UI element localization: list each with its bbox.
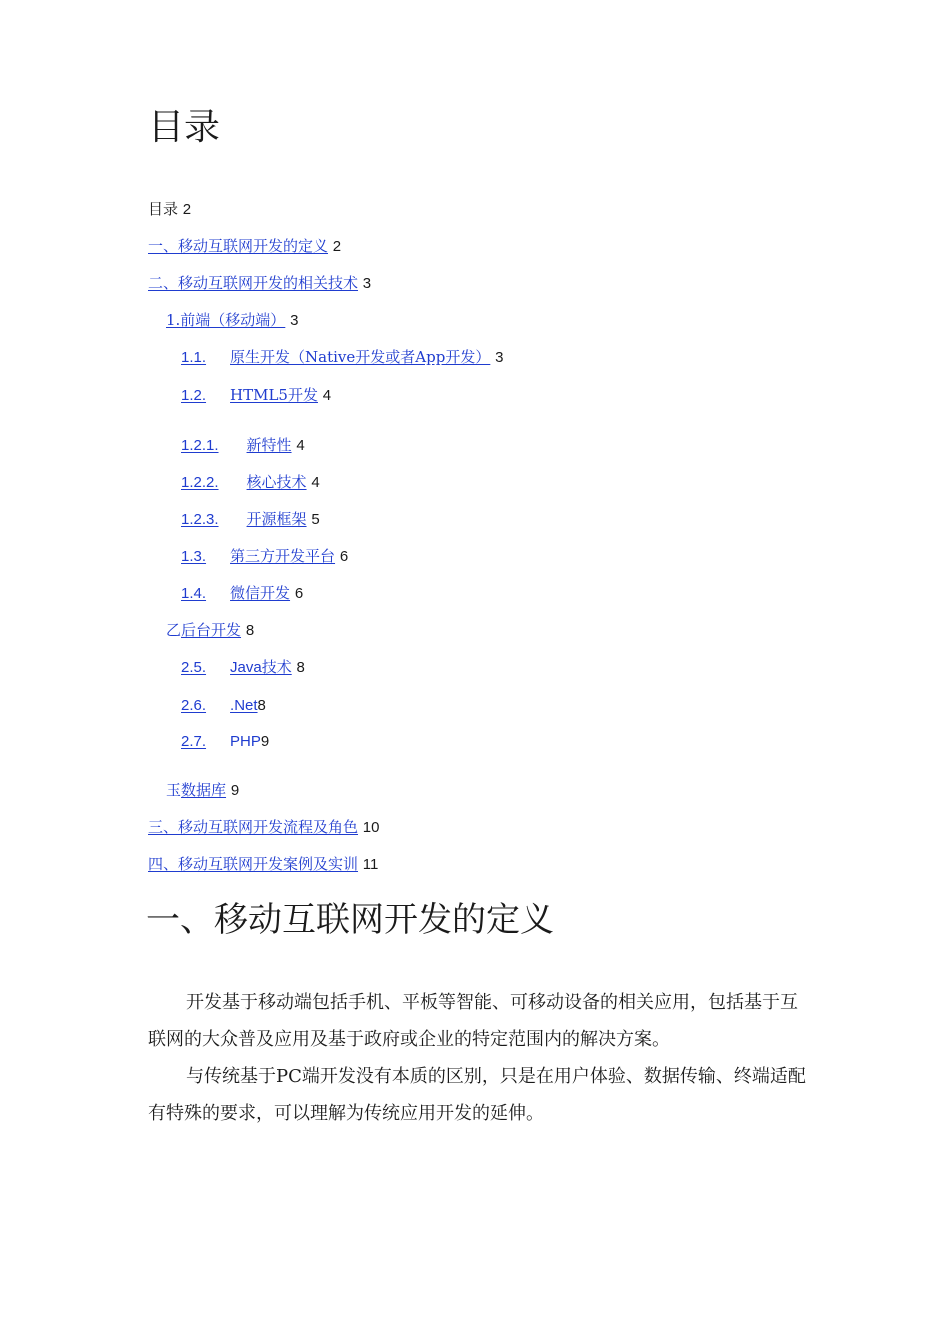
toc-page-number: 3 xyxy=(495,349,504,366)
toc-number: 1.1. xyxy=(181,349,207,366)
toc-entry-frontend[interactable] xyxy=(166,309,298,331)
toc-prefix: 乙 xyxy=(166,621,182,639)
toc-entry-2-6[interactable] xyxy=(181,694,266,716)
toc-entry-2-5[interactable] xyxy=(181,656,305,678)
toc-link[interactable]: 四、移动互联网开发案例及实训 xyxy=(148,855,359,873)
toc-number: 1.2.1. xyxy=(181,437,219,454)
toc-entry-section-4[interactable] xyxy=(148,853,378,875)
toc-page-number: 9 xyxy=(260,733,270,750)
toc-entry-1-2-2[interactable] xyxy=(181,471,320,493)
toc-entry-section-2[interactable] xyxy=(148,272,371,294)
toc-link[interactable] xyxy=(181,473,307,491)
toc-link[interactable]: 数据库 xyxy=(181,781,227,799)
toc-number: 2.5. xyxy=(181,659,207,676)
toc-page-number: 6 xyxy=(294,585,304,602)
toc-page-number: 2 xyxy=(182,201,192,218)
toc-page-number: 8 xyxy=(296,659,305,676)
toc-link-text: 核心技术 xyxy=(246,473,307,491)
toc-link[interactable] xyxy=(181,386,318,404)
toc-entry-1-2[interactable] xyxy=(181,384,331,406)
toc-link[interactable]: 三、移动互联网开发流程及角色 xyxy=(148,818,359,836)
toc-link-text: 开源框架 xyxy=(246,510,307,528)
toc-page-number: 9 xyxy=(230,782,240,799)
toc-entry-1-3[interactable] xyxy=(181,545,348,567)
toc-link[interactable]: 后台开发 xyxy=(181,621,242,639)
toc-link[interactable]: 1.前端（移动端） xyxy=(166,311,286,329)
toc-number: 1.2. xyxy=(181,387,207,404)
toc-entry-1-4[interactable] xyxy=(181,582,303,604)
toc-page-number: 3 xyxy=(362,275,372,292)
toc-entry-2-7[interactable] xyxy=(181,730,269,752)
toc-page-number: 3 xyxy=(290,312,299,329)
toc-link[interactable] xyxy=(181,547,335,565)
toc-page-number: 2 xyxy=(332,238,342,255)
toc-entry-1-1[interactable] xyxy=(181,346,503,368)
toc-page-number: 4 xyxy=(311,474,320,491)
toc-entry-text: 目录 xyxy=(148,200,179,218)
toc-number: 1.2.2. xyxy=(181,474,219,491)
toc-link[interactable] xyxy=(181,436,292,454)
toc-entry-database[interactable] xyxy=(166,779,239,801)
toc-entry-1-2-1[interactable] xyxy=(181,434,305,456)
toc-page-number: 8 xyxy=(245,622,255,639)
toc-number: 2.6. xyxy=(181,697,207,714)
toc-link-text: Java技术 xyxy=(230,659,292,676)
toc-link[interactable] xyxy=(181,584,290,602)
toc-link[interactable] xyxy=(181,510,307,528)
toc-link[interactable] xyxy=(181,696,258,714)
toc-number: 1.2.3. xyxy=(181,511,219,528)
toc-link[interactable]: 一、移动互联网开发的定义 xyxy=(148,237,329,255)
body-paragraph: 与传统基于PC端开发没有本质的区别，只是在用户体验、数据传输、终端适配有特殊的要求，可以理解为传统应用开发的延伸。 xyxy=(148,1066,806,1124)
toc-prefix: 玉 xyxy=(166,781,182,799)
toc-number: 1.3. xyxy=(181,548,207,565)
toc-heading: 目录 xyxy=(148,107,221,148)
toc-link[interactable] xyxy=(181,732,230,750)
toc-number: 2.7. xyxy=(181,733,207,750)
toc-entry-1-2-3[interactable] xyxy=(181,508,320,530)
toc-link[interactable] xyxy=(181,658,292,676)
toc-page-number: 8 xyxy=(257,697,266,714)
toc-entry-section-1[interactable] xyxy=(148,235,341,257)
toc-page-number: 6 xyxy=(339,548,349,565)
toc-page-number: 4 xyxy=(322,387,332,404)
section-heading: 一、移动互联网开发的定义 xyxy=(146,900,554,940)
toc-link-text: 新特性 xyxy=(246,436,292,454)
body-paragraph: 开发基于移动端包括手机、平板等智能、可移动设备的相关应用，包括基于互联网的大众普及应用及基于政府或企业的特定范围内的解决方案。 xyxy=(148,992,798,1050)
toc-page-number: 5 xyxy=(311,511,320,528)
toc-link-text: 微信开发 xyxy=(230,584,291,602)
toc-link[interactable] xyxy=(181,348,490,366)
toc-link-text: 原生开发（Native开发或者App开发） xyxy=(230,348,491,366)
toc-link-text: HTML5开发 xyxy=(230,386,318,404)
toc-link-text: 第三方开发平台 xyxy=(230,547,336,565)
toc-entry-toc xyxy=(148,198,191,220)
toc-link[interactable]: 二、移动互联网开发的相关技术 xyxy=(148,274,359,292)
toc-entry-backend[interactable] xyxy=(166,619,254,641)
toc-link-text: PHP xyxy=(230,733,261,750)
toc-page-number: 10 xyxy=(362,819,380,836)
toc-link-text: .Net xyxy=(230,697,258,714)
toc-page-number: 4 xyxy=(296,437,305,454)
toc-entry-section-3[interactable] xyxy=(148,816,379,838)
toc-page-number: 11 xyxy=(362,856,379,873)
toc-number: 1.4. xyxy=(181,585,207,602)
